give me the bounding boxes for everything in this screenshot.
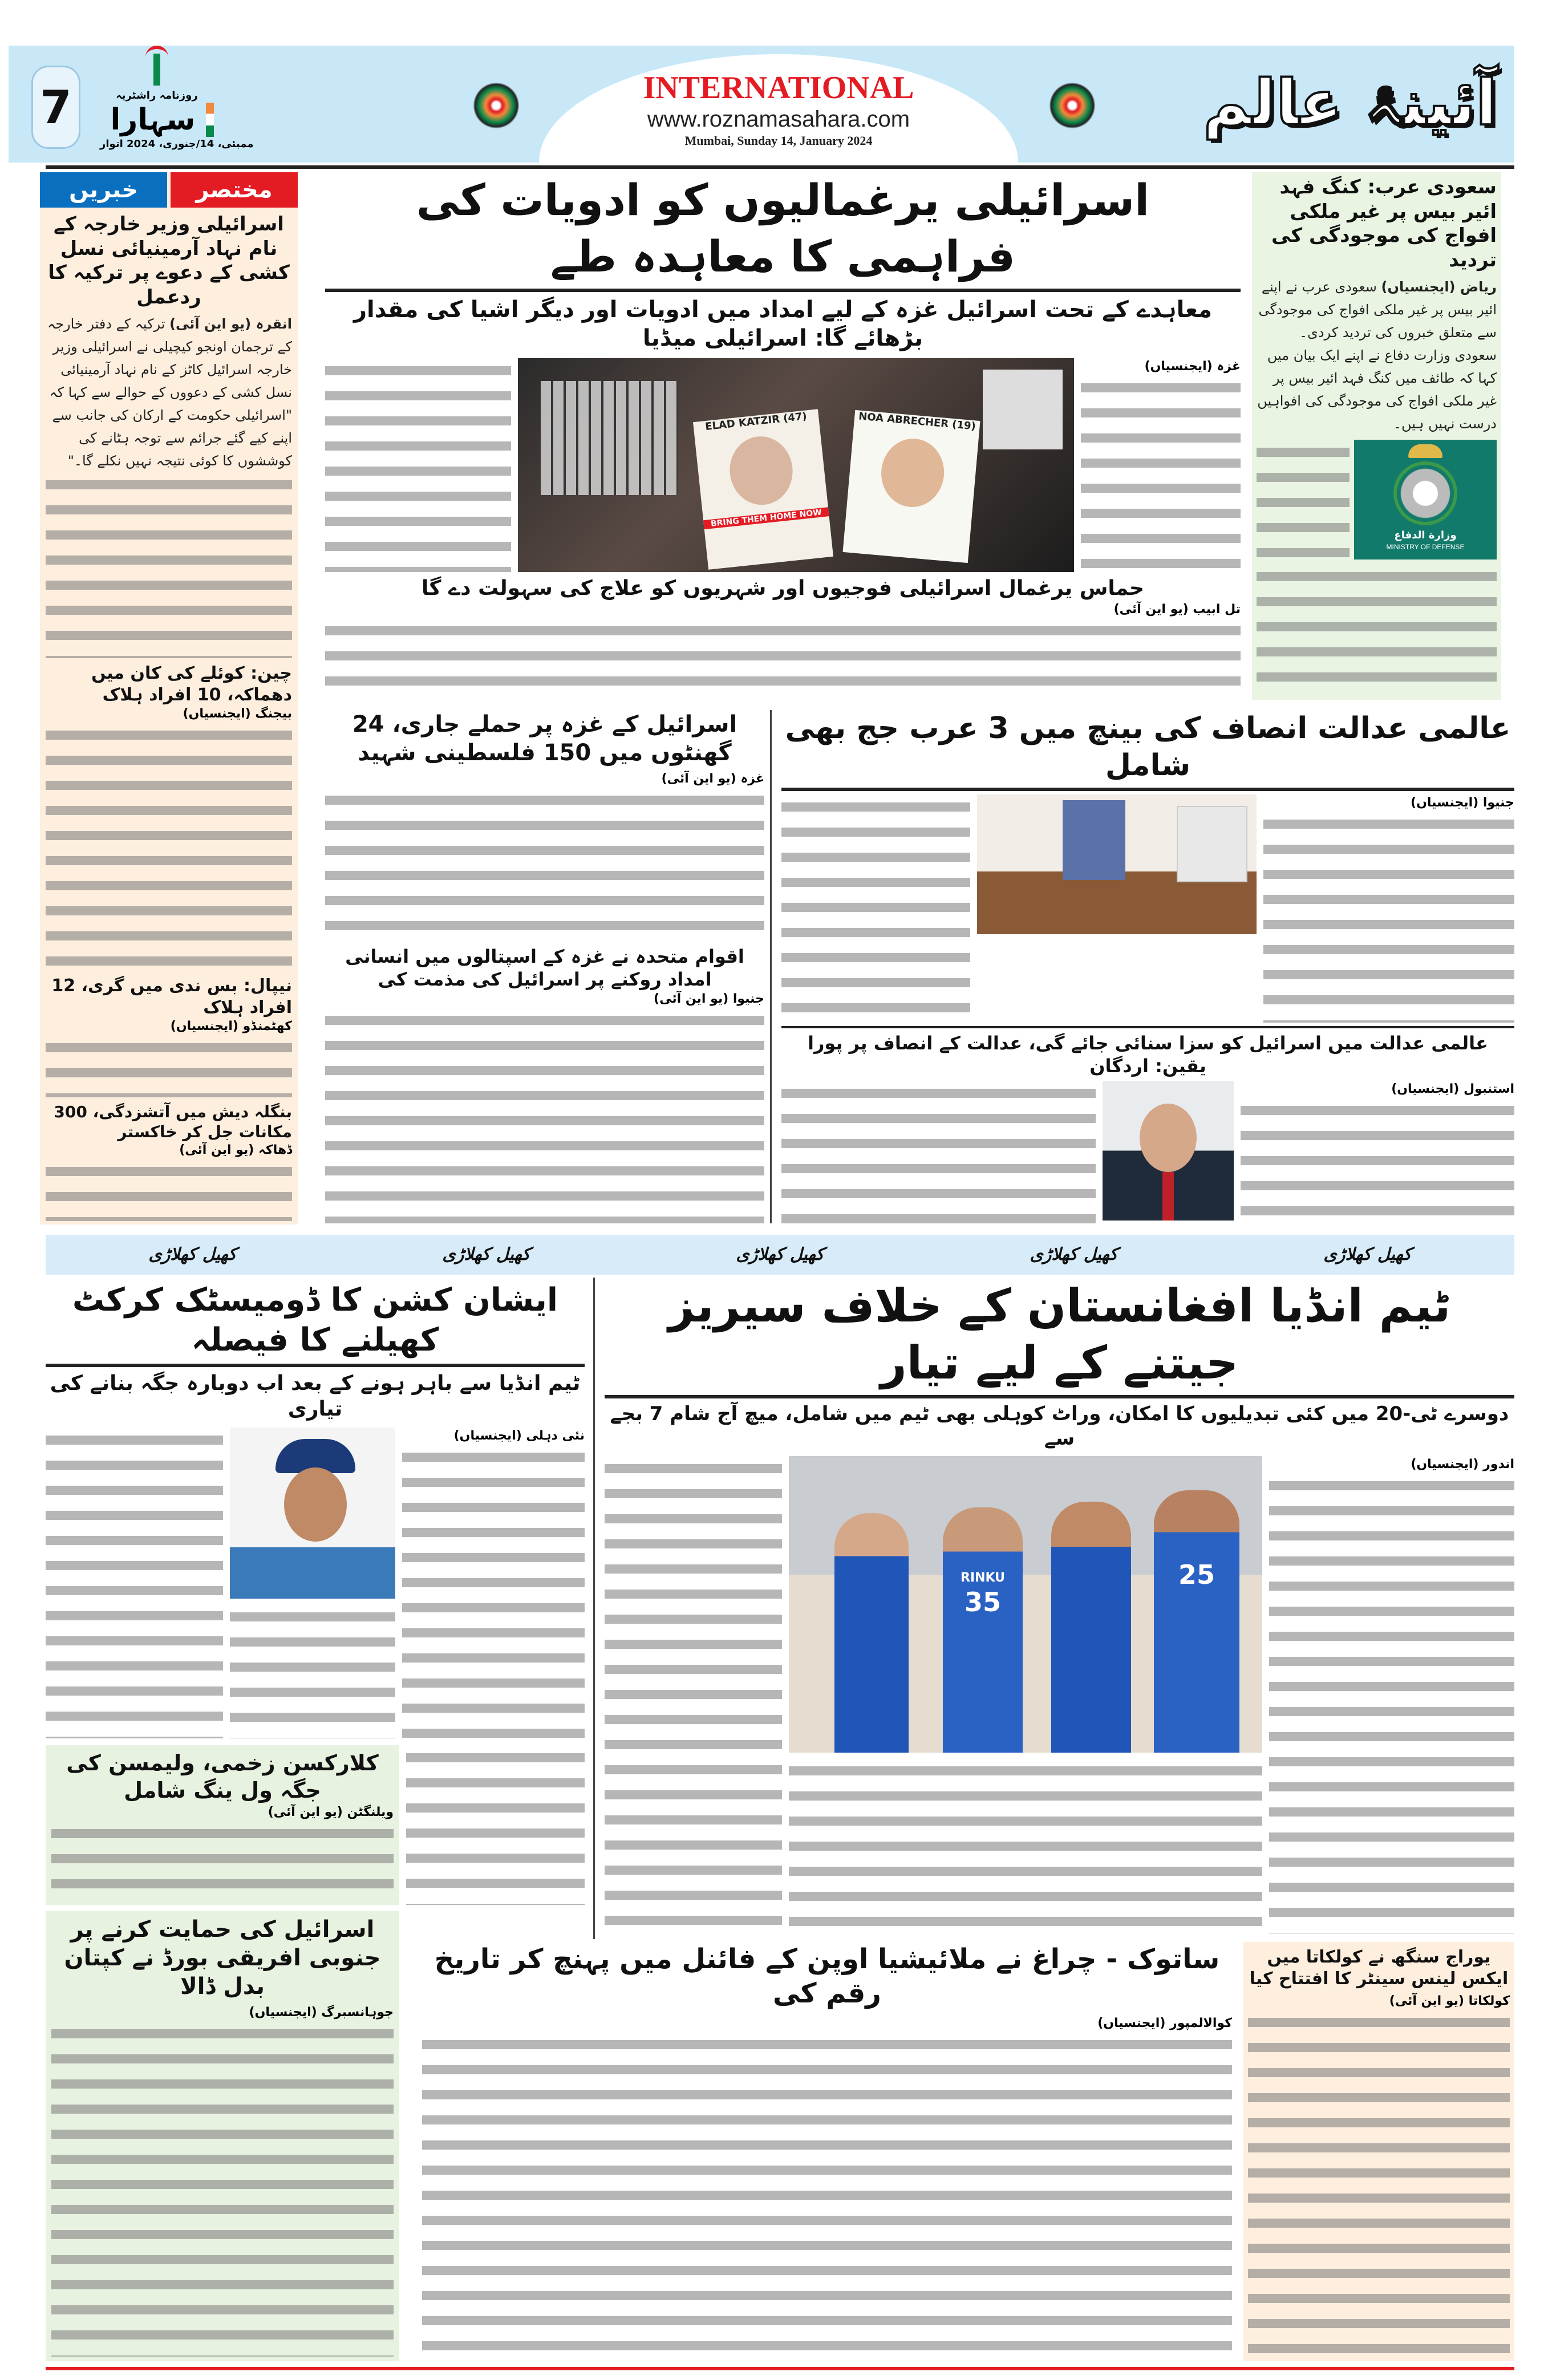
dateline: بیجنگ (ایجنسیاں) bbox=[183, 707, 292, 721]
protest-sign bbox=[983, 370, 1063, 449]
clarkson-headline: کلارکسن زخمی، ولیمسن کی جگہ ول ینگ شامل bbox=[66, 1750, 379, 1803]
kishan-text-under bbox=[230, 1604, 395, 1738]
gaza-second-head: اقوام متحدہ نے غزہ کے اسپتالوں میں انسانی امداد روکنے پر اسرائیل کی مذمت کی bbox=[345, 946, 744, 990]
gaza-text bbox=[325, 788, 764, 942]
lead-headline: اسرائیلی یرغمالیوں کو ادویات کی فراہمی کا معاہدہ طے bbox=[416, 175, 1150, 282]
brief-headline-turkey: اسرائیلی وزیر خارجہ کے نام نہاد آرمینیائی نسل کشی کے دعوے پر ترکیہ کا ردعمل bbox=[48, 213, 290, 309]
dateline: غزہ (یو این آئی) bbox=[661, 772, 764, 786]
saudi-text-lines bbox=[1257, 440, 1350, 559]
page-number: 7 bbox=[40, 80, 72, 134]
sports-band bbox=[46, 1235, 1514, 1275]
brief-lead-turkey bbox=[46, 313, 292, 472]
icj-courtroom-photo bbox=[977, 794, 1257, 934]
erdogan-rule bbox=[781, 1026, 1514, 1028]
masthead-rule bbox=[46, 165, 1514, 169]
player bbox=[834, 1513, 909, 1753]
protest-sign: NOA ABRECHER (19) bbox=[843, 409, 980, 562]
section-english: INTERNATIONAL bbox=[643, 70, 914, 106]
footer-rule bbox=[46, 2367, 1514, 2370]
erdogan-head: عالمی عدالت میں اسرائیل کو سزا سنائی جائے گی، عدالت کے انصاف پر پورا یقین: اردگان bbox=[808, 1032, 1488, 1077]
yuvraj-box bbox=[1243, 1942, 1514, 2361]
center-arch bbox=[539, 54, 1018, 163]
paper-tagline: روزنامہ راشٹریہ bbox=[116, 90, 198, 102]
india-text-far-left bbox=[406, 1745, 585, 1905]
urdu-date: ممبئی، 14/جنوری، 2024 اتوار bbox=[100, 138, 254, 150]
icj-headline: عالمی عدالت انصاف کی بینچ میں 3 عرب جج بھی شامل bbox=[785, 711, 1511, 782]
dateline: جنیوا (یو این آئی) bbox=[654, 992, 764, 1006]
protest-sign: ELAD KATZIR (47) BRING THEM HOME NOW bbox=[693, 409, 833, 570]
erdogan-text-left bbox=[781, 1081, 1096, 1223]
icj-text-left bbox=[781, 794, 970, 1023]
sports-band-label: کھیل کھلاڑی bbox=[736, 1244, 824, 1265]
paper-name: سہارا bbox=[100, 103, 214, 137]
icj-rule bbox=[781, 788, 1514, 791]
gaza-story bbox=[325, 710, 764, 1223]
clarkson-text bbox=[51, 1821, 394, 1900]
lead-text-bottom bbox=[325, 618, 1241, 700]
hostage-protest-photo bbox=[518, 358, 1074, 572]
kishan-story bbox=[46, 1280, 585, 1905]
lead-subhead: معاہدے کے تحت اسرائیل غزہ کے لیے امداد میں ادویات اور دیگر اشیا کی مقدار بڑھائے گا: اسرائیلی میڈیا bbox=[353, 296, 1213, 351]
india-rule bbox=[605, 1395, 1514, 1398]
icj-text-right bbox=[1263, 812, 1514, 1023]
briefs-tab-blue: خبریں bbox=[40, 172, 167, 208]
india-text-right bbox=[1269, 1473, 1514, 1933]
brief-body: ترکیہ کے دفتر خارجہ کے ترجمان اونجو کیچیلی نے اسرائیلی وزیر خارجہ اسرائیل کاٹز کے نام نہاد آرمینیائی نسل کشی کے دعووں کے حوالے سے کہا کہ "اسرائیلی حکومت کے ارکان کی جانب سے اپنے کیے گئے جرائم سے توجہ ہٹانے کی کوششوں کا کوئی نتیجہ نہیں نکلے گا۔" bbox=[47, 316, 292, 469]
dateline: نئی دہلی (ایجنسیاں) bbox=[453, 1429, 585, 1443]
ministry-of-defense-emblem bbox=[1354, 440, 1497, 559]
dateline: تل ابیب (یو این آئی) bbox=[1113, 602, 1241, 617]
masthead-band bbox=[9, 46, 1514, 163]
dateline: اندور (ایجنسیاں) bbox=[1411, 1457, 1514, 1471]
sports-band-label: کھیل کھلاڑی bbox=[442, 1244, 530, 1265]
india-headline: ٹیم انڈیا افغانستان کے خلاف سیریز جیتنے کے لیے تیار bbox=[668, 1279, 1451, 1389]
kishan-rule bbox=[46, 1364, 585, 1367]
brief-text-lines bbox=[46, 1159, 292, 1221]
player: 25 bbox=[1154, 1490, 1239, 1753]
paper-logo bbox=[100, 46, 254, 163]
india-text-left bbox=[605, 1456, 782, 1933]
headline-rule bbox=[325, 289, 1241, 292]
un-text bbox=[325, 1008, 764, 1223]
page-number-badge bbox=[31, 66, 80, 149]
clarkson-box bbox=[46, 1745, 399, 1905]
column-divider bbox=[593, 1278, 595, 1939]
dateline: ریاض (ایجنسیاں) bbox=[1381, 279, 1497, 295]
lead-text-right bbox=[1081, 375, 1241, 572]
dateline: انقرہ (یو این آئی) bbox=[169, 316, 292, 332]
india-text-under-photo bbox=[789, 1758, 1262, 1933]
satwik-story bbox=[422, 1942, 1232, 2361]
emblem-caption: MINISTRY OF DEFENSE bbox=[1386, 543, 1465, 551]
emblem-circle bbox=[1393, 461, 1457, 525]
ornament-right bbox=[1041, 74, 1104, 137]
brief-text-lines bbox=[46, 1035, 292, 1097]
gaza-headline: اسرائیل کے غزہ پر حملے جاری، 24 گھنٹوں میں 150 فلسطینی شہید bbox=[352, 711, 737, 766]
icj-story bbox=[781, 710, 1514, 1223]
english-date: Mumbai, Sunday 14, January 2024 bbox=[684, 133, 873, 148]
sports-band-label: کھیل کھلاڑی bbox=[148, 1244, 237, 1265]
brief-text-lines bbox=[46, 472, 292, 658]
player: RINKU 35 bbox=[943, 1507, 1023, 1753]
sports-band-label: کھیل کھلاڑی bbox=[1323, 1244, 1412, 1265]
yuvraj-text bbox=[1248, 2010, 1510, 2357]
lead-story bbox=[325, 172, 1241, 700]
south-africa-box bbox=[46, 1911, 399, 2361]
briefs-column bbox=[40, 172, 298, 1225]
dateline: کولکاتا (یو این آئی) bbox=[1389, 1994, 1510, 2008]
anniversary-emblem bbox=[145, 46, 168, 89]
kishan-subhead: ٹیم انڈیا سے باہر ہونے کے بعد اب دوبارہ جگہ بنانے کی تیاری bbox=[50, 1372, 581, 1421]
saudi-text-lines bbox=[1257, 564, 1497, 697]
website: www.roznamasahara.com bbox=[647, 107, 910, 132]
india-story bbox=[605, 1278, 1514, 1933]
brief-text-lines bbox=[46, 723, 292, 971]
dateline: جوہانسبرگ (ایجنسیاں) bbox=[249, 2005, 394, 2020]
brief-headline-china: چین: کوئلے کی کان میں دھماکہ، 10 افراد ہلاک bbox=[91, 663, 292, 705]
dateline: جنیوا (ایجنسیاں) bbox=[1411, 796, 1514, 810]
satwik-text bbox=[422, 2032, 1232, 2361]
sports-band-label: کھیل کھلاڑی bbox=[1030, 1244, 1118, 1265]
india-subhead: دوسرے ٹی-20 میں کئی تبدیلیوں کا امکان، وراٹ کوہلی بھی ٹیم میں شامل، میچ آج شام 7 بجے سے bbox=[610, 1402, 1509, 1450]
dateline: ویلنگٹن (یو این آئی) bbox=[268, 1805, 394, 1819]
dateline: ڈھاکہ (یو این آئی) bbox=[179, 1143, 292, 1158]
dateline: استنبول (ایجنسیاں) bbox=[1391, 1082, 1514, 1096]
ishan-kishan-photo bbox=[230, 1428, 395, 1599]
satwik-headline: ساتوک - چراغ نے ملائیشیا اوپن کے فائنل میں پہنچ کر تاریخ رقم کی bbox=[434, 1943, 1220, 2009]
erdogan-photo bbox=[1103, 1081, 1234, 1221]
kishan-headline: ایشان کشن کا ڈومیسٹک کرکٹ کھیلنے کا فیصلہ bbox=[72, 1282, 558, 1359]
player bbox=[1051, 1502, 1131, 1753]
brief-headline-nepal: نیپال: بس ندی میں گری، 12 افراد ہلاک bbox=[51, 976, 292, 1017]
south-africa-headline: اسرائیل کی حمایت کرنے پر جنوبی افریقی بورڈ نے کپتان بدل ڈالا bbox=[64, 1916, 381, 2000]
saudi-box bbox=[1252, 172, 1501, 700]
briefs-tab-red: مختصر bbox=[171, 172, 298, 208]
brief-headline-bangladesh: بنگلہ دیش میں آتشزدگی، 300 مکانات جل کر خاکستر bbox=[54, 1102, 292, 1142]
section-title-urdu: آئینۂ عالم bbox=[1203, 66, 1497, 139]
kishan-text-right bbox=[402, 1445, 585, 1738]
dateline: کھٹمنڈو (ایجنسیاں) bbox=[170, 1019, 292, 1034]
lead-second-head: حماس یرغمال اسرائیلی فوجیوں اور شہریوں کو علاج کی سہولت دے گا bbox=[421, 576, 1144, 600]
column-divider bbox=[770, 710, 772, 1223]
dateline: کوالالمپور (ایجنسیاں) bbox=[1097, 2016, 1232, 2030]
emblem-caption-ar: وزارة الدفاع bbox=[1394, 529, 1457, 541]
yuvraj-headline: یوراج سنگھ نے کولکاتا میں ایکس لینس سینٹر کا افتتاح کیا bbox=[1249, 1947, 1509, 1989]
protest-sign bbox=[541, 381, 678, 495]
south-africa-text bbox=[51, 2021, 394, 2357]
india-team-photo bbox=[789, 1456, 1262, 1753]
kishan-text-left bbox=[46, 1428, 223, 1738]
ornament-left bbox=[465, 74, 528, 137]
lead-text-left bbox=[325, 358, 511, 572]
dateline: غزہ (ایجنسیاں) bbox=[1144, 359, 1241, 374]
erdogan-text-right bbox=[1241, 1098, 1514, 1223]
crown-icon bbox=[1408, 444, 1442, 458]
saudi-lead: ریاض (ایجنسیاں) سعودی عرب نے اپنے ائیر بیس پر غیر ملکی افواج کی موجودگی سے متعلق خبروں کی تردید کردی۔ سعودی وزارت دفاع نے اپنے ایک بیان میں کہا کہ طائف میں کنگ فہد ائیر بیس پر غیر ملکی افواج کی موجودگی کی افواہیں درست نہیں ہیں۔ bbox=[1257, 279, 1497, 432]
saudi-headline: سعودی عرب: کنگ فہد ائیر بیس پر غیر ملکی افواج کی موجودگی کی تردید bbox=[1271, 176, 1497, 271]
